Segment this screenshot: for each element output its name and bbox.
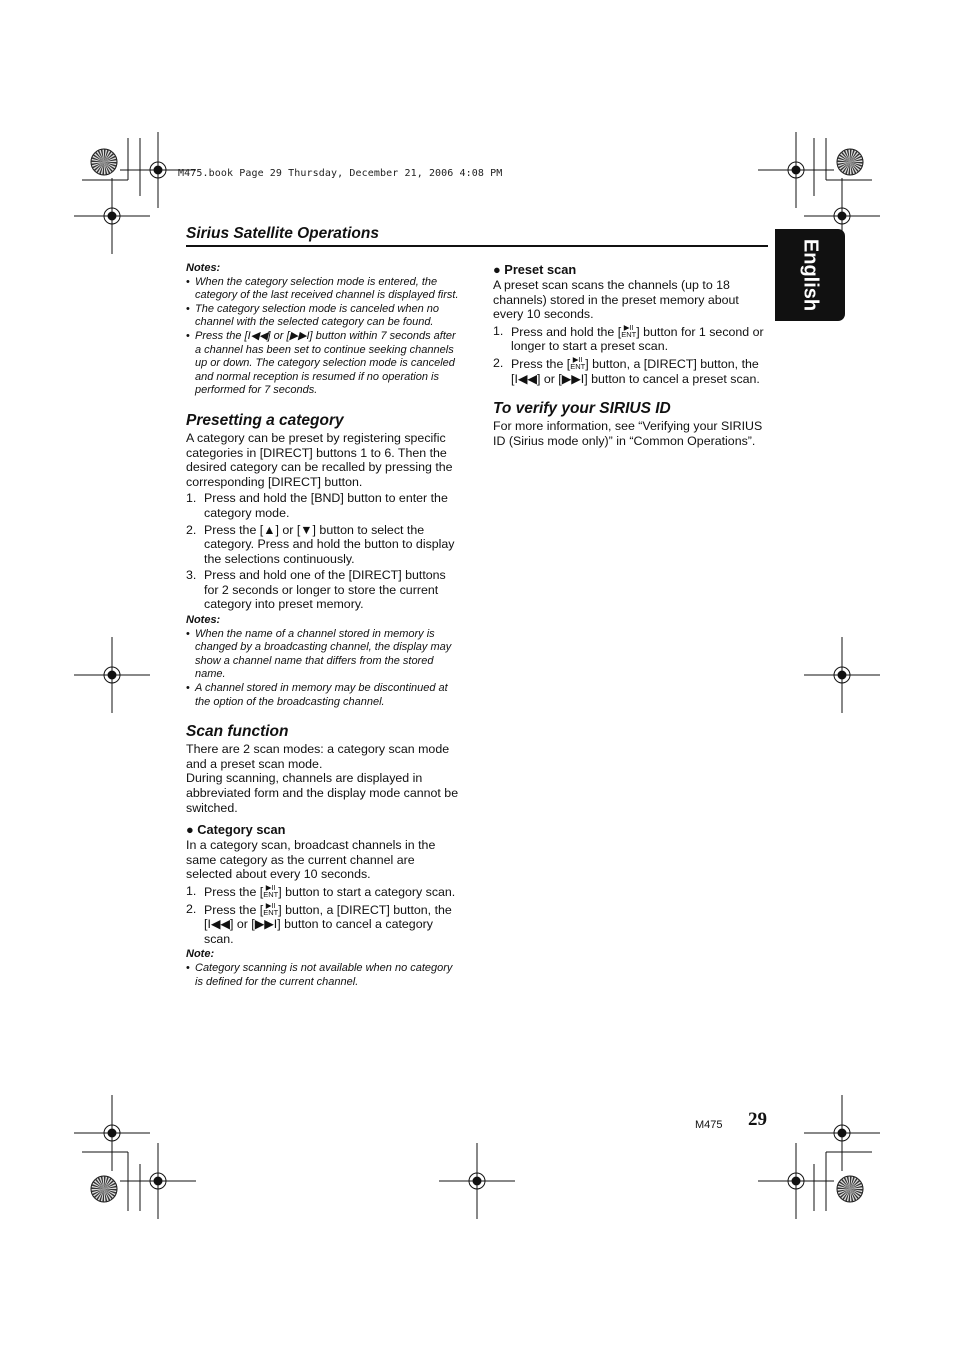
language-tab: [775, 229, 845, 321]
step-item: 2. Press the [ ▶II ENT] button, a [DIRECT] button, the [I◀◀] or [▶▶I] button to cancel a category scan.: [186, 900, 452, 946]
section-title: Sirius Satellite Operations: [186, 225, 379, 242]
presetting-intro: A category can be preset by registering specific categories in [DIRECT] buttons 1 to 6. Then the desired category can be recalled by pressing the corresponding [DIRECT] button.: [186, 430, 453, 489]
note-item: • When the category selection mode is entered, the category of the last received channel is displayed first.: [186, 276, 462, 303]
note-item: • A channel stored in memory may be discontinued at the option of the broadcasting channel.: [186, 682, 462, 709]
right-column: [493, 262, 769, 448]
registration-cross: [74, 1095, 150, 1171]
print-info-line: M475.book Page 29 Thursday, December 21, 2006 4:08 PM: [178, 168, 503, 179]
note-item: • Category scanning is not available when no category is defined for the current channel.: [186, 962, 462, 989]
registration-star: [91, 1176, 117, 1202]
scan-function-heading: Scan function: [186, 723, 289, 741]
registration-cross: [120, 1143, 196, 1219]
language-tab-label: English: [799, 238, 822, 312]
bullet-icon: ●: [186, 822, 194, 838]
note-item: • Press the [I◀◀] or [▶▶I] button within 7 seconds after a channel has been set to continue seeking channels up or down. The category selection mode is canceled and normal reception is resumed if no operation is performed for 7 seconds.: [186, 330, 462, 398]
step-item: 2. Press the [▲] or [▼] button to select the category. Press and hold the button to display the selections continuously.: [186, 522, 455, 566]
step-item: 1. Press and hold the [BND] button to enter the category mode.: [186, 491, 448, 520]
step-item: 1. Press and hold the [ ▶II ENT] button for 1 second or longer to start a preset scan.: [493, 322, 764, 354]
section-rule: [186, 245, 768, 247]
registration-cross: [804, 637, 880, 713]
category-scan-intro: In a category scan, broadcast channels in the same category as the current channel are selected about every 10 seconds.: [186, 838, 436, 882]
page-number: 29: [748, 1109, 767, 1130]
play-pause-ent-icon: ▶II ENT: [621, 322, 637, 339]
registration-cross: [74, 178, 150, 254]
notes-heading: Notes:: [186, 262, 221, 274]
step-item: 3. Press and hold one of the [DIRECT] buttons for 2 seconds or longer to store the current category into preset memory.: [186, 568, 446, 612]
registration-star: [837, 1176, 863, 1202]
registration-cross: [439, 1143, 515, 1219]
category-scan-heading: ● Category scan: [186, 822, 286, 838]
step-item: 2. Press the [ ▶II ENT] button, a [DIRECT] button, the [I◀◀] or [▶▶I] button to cancel a preset scan.: [493, 354, 760, 386]
note-item: • The category selection mode is canceled when no channel with the selected category can be found.: [186, 303, 462, 330]
preset-scan-intro: A preset scan scans the channels (up to 18 channels) stored in the preset memory about every 10 seconds.: [493, 278, 739, 322]
notes-list: [186, 276, 462, 398]
bullet-icon: ●: [493, 262, 501, 277]
note-item: • When the name of a channel stored in memory is changed by a broadcasting channel, the display may show a channel name that differs from the stored name.: [186, 628, 462, 682]
preset-scan-steps: [493, 324, 769, 386]
category-scan-steps: [186, 884, 462, 946]
footer-model: M475: [695, 1119, 723, 1131]
play-pause-ent-icon: ▶II ENT: [570, 354, 586, 371]
verify-sirius-id-heading: To verify your SIRIUS ID: [493, 400, 671, 418]
notes-list: [186, 628, 462, 710]
left-column: [186, 262, 462, 989]
play-pause-ent-icon: ▶II ENT: [263, 882, 279, 899]
presetting-heading: Presetting a category: [186, 411, 344, 429]
registration-cross: [758, 1143, 834, 1219]
registration-cross: [758, 132, 834, 208]
presetting-steps: [186, 491, 462, 612]
registration-star: [91, 149, 117, 175]
scan-paragraph: There are 2 scan modes: a category scan mode and a preset scan mode.: [186, 742, 450, 771]
step-item: 1. Press the [ ▶II ENT] button to start a category scan.: [186, 882, 456, 899]
notes-list: [186, 962, 462, 989]
registration-cross: [804, 1095, 880, 1171]
verify-sirius-id-text: For more information, see “Verifying your SIRIUS ID (Sirius mode only)” in “Common Operations”.: [493, 419, 763, 448]
note-heading: Note:: [186, 948, 215, 961]
registration-star: [837, 149, 863, 175]
notes-heading: Notes:: [186, 614, 221, 627]
preset-scan-heading: ● Preset scan: [493, 262, 577, 277]
registration-cross: [74, 637, 150, 713]
play-pause-ent-icon: ▶II ENT: [263, 900, 279, 917]
scan-paragraph: During scanning, channels are displayed in abbreviated form and the display mode cannot be switched.: [186, 771, 459, 815]
